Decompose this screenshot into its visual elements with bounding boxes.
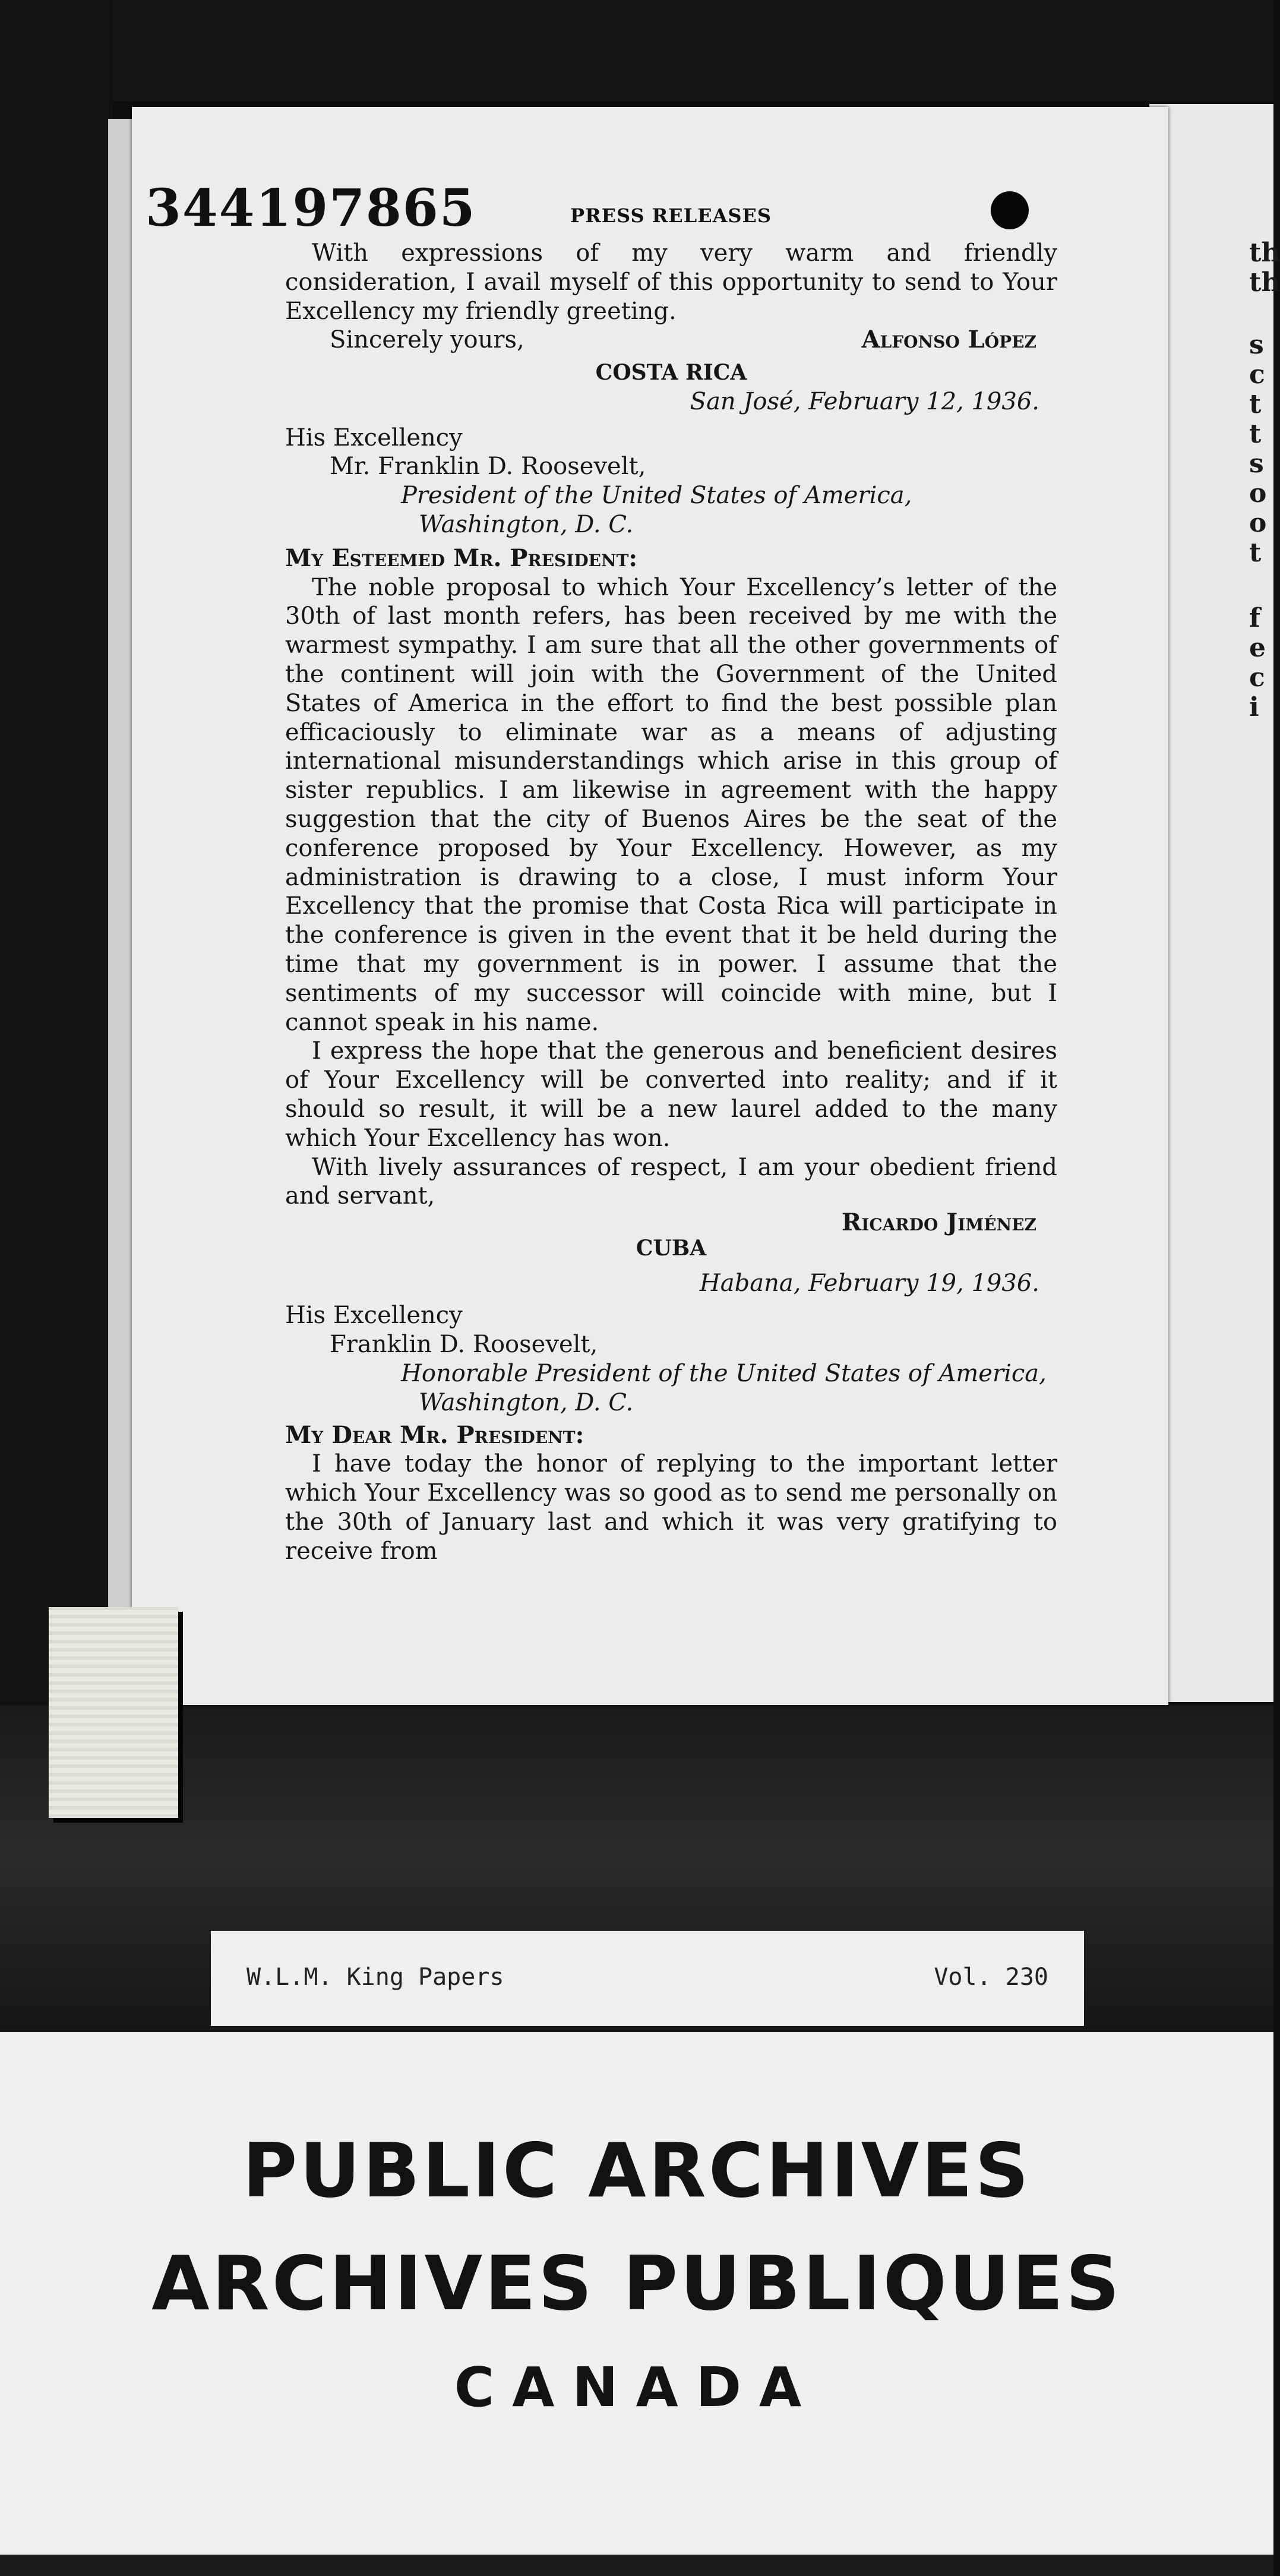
section-heading-costa-rica: COSTA RICA xyxy=(595,359,747,385)
salutation-costa-rica: My Esteemed Mr. President: xyxy=(285,544,638,572)
salutation-cuba: My Dear Mr. President: xyxy=(285,1420,584,1449)
adjacent-page-fragment: c xyxy=(1249,662,1265,693)
adjacent-page-fragment: t xyxy=(1249,419,1262,449)
adjacent-page-fragment: o xyxy=(1249,478,1267,509)
addressee-title: President of the United States of America, xyxy=(401,482,912,510)
signature-jimenez: Ricardo Jiménez xyxy=(842,1208,1036,1237)
microfilm-border-top xyxy=(0,0,1273,101)
adjacent-page-fragment: o xyxy=(1249,508,1267,538)
collection-label xyxy=(211,1931,1084,2026)
adjacent-page-fragment: e xyxy=(1249,633,1266,663)
volume-number: Vol. 230 xyxy=(934,1963,1048,1991)
adjacent-page-fragment: t xyxy=(1249,389,1262,419)
punch-hole xyxy=(991,191,1029,229)
archives-footer xyxy=(0,2032,1273,2576)
adjacent-page-fragment: s xyxy=(1249,449,1264,479)
page-stack-edge xyxy=(108,119,132,1711)
letter-paragraph: The noble proposal to which Your Excellency’s letter of the 30th of last month refers, has been received by me with the warmest sympathy. I am sure that all the other governments of the continent will join with the Government of the United States of America in the effort to find the best possible plan efficaciously to eliminate war as a means of adjusting international misunderstandings which arise in this group of sister republics. I am likewise in agreement with the happy suggestion that the city of Buenos Aires be the seat of the conference proposed by Your Excellency. However, as my administration is drawing to a close, I must inform Your Excellency that the promise that Costa Rica will participate in the conference is given in the event that it be held during the time that my government is in power. I assume that the sentiments of my successor will coincide with mine, but I cannot speak in his name. xyxy=(285,573,1057,1036)
adjacent-page-fragment: t xyxy=(1249,538,1262,568)
addressee-line: His Excellency xyxy=(285,424,463,452)
addressee-line: His Excellency xyxy=(285,1302,463,1330)
archives-country: CANADA xyxy=(454,2356,820,2419)
letter-paragraph: I express the hope that the generous and beneficient desires of Your Excellency will be converted into reality; and if it should so result, it will be a new laurel added to the many which Your Excellency has won. xyxy=(285,1037,1057,1152)
addressee-name: Franklin D. Roosevelt, xyxy=(330,1331,598,1359)
letter-closing-paragraph: With expressions of my very warm and friendly consideration, I avail myself of this opportunity to send to Your Excellency my friendly greeting. xyxy=(285,239,1057,325)
collection-name: W.L.M. King Papers xyxy=(246,1963,504,1991)
letter-paragraph: With lively assurances of respect, I am your obedient friend and servant, xyxy=(285,1153,1057,1210)
archives-title-fr: ARCHIVES PUBLIQUES xyxy=(151,2240,1122,2327)
addressee-name: Mr. Franklin D. Roosevelt, xyxy=(330,453,646,481)
adjacent-page-fragment: f xyxy=(1249,603,1260,633)
place-date-costa-rica: San José, February 12, 1936. xyxy=(690,387,1039,415)
adjacent-page-fragment: th xyxy=(1249,267,1280,298)
page-number: 344197865 xyxy=(146,178,476,238)
adjacent-page-fragment: i xyxy=(1249,692,1259,722)
microfilm-border-bottom xyxy=(0,2555,1273,2576)
addressee-location: Washington, D. C. xyxy=(419,510,634,538)
addressee-title: Honorable President of the United States of America, xyxy=(401,1360,1047,1388)
archives-title-en: PUBLIC ARCHIVES xyxy=(242,2127,1031,2214)
adjacent-page-fragment: s xyxy=(1249,330,1264,360)
document-body xyxy=(285,239,1057,1566)
letter-paragraph: I have today the honor of replying to the important letter which Your Excellency was so good as to send me personally on the 30th of January last and which it was very gratifying to receive from xyxy=(285,1450,1057,1565)
addressee-location: Washington, D. C. xyxy=(419,1388,634,1416)
adjacent-page-fragment: th xyxy=(1249,238,1280,268)
running-head: PRESS RELEASES xyxy=(570,204,772,227)
section-heading-cuba: CUBA xyxy=(636,1235,707,1261)
paper-tag xyxy=(49,1607,178,1818)
adjacent-page-fragment: c xyxy=(1249,359,1265,390)
signature-lopez: Alfonso López xyxy=(861,326,1036,354)
complimentary-close: Sincerely yours, xyxy=(330,326,524,354)
place-date-cuba: Habana, February 19, 1936. xyxy=(699,1269,1039,1297)
